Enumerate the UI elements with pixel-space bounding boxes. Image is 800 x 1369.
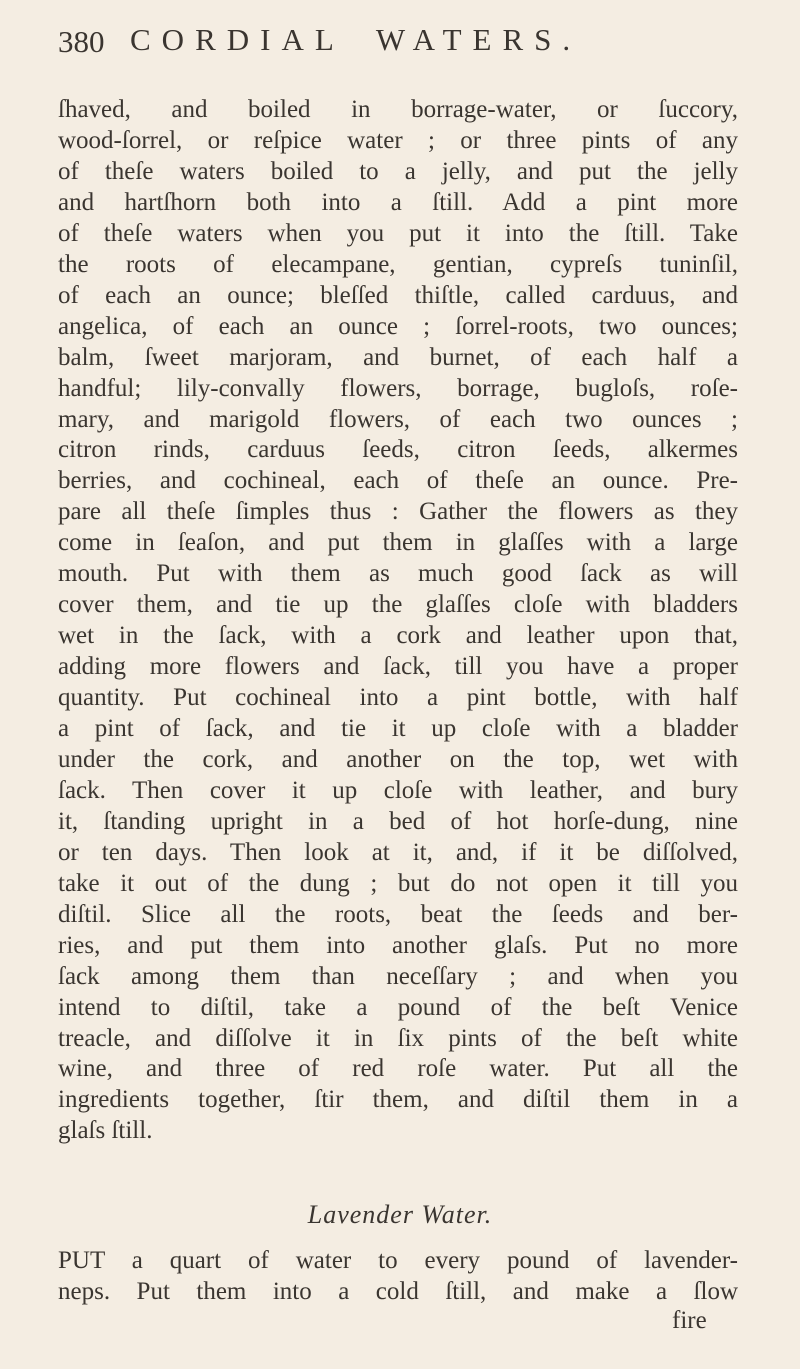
text-line: wet in the ſack, with a cork and leather upon that, <box>58 622 738 650</box>
text-line: berries, and cochineal, each of theſe an ounce. Pre- <box>58 467 738 495</box>
text-line: ſack. Then cover it up cloſe with leather, and bury <box>58 776 738 804</box>
running-head: CORDIAL WATERS. <box>130 22 582 57</box>
text-line: glaſs ſtill. <box>58 1117 153 1145</box>
text-line: of theſe waters boiled to a jelly, and put the jelly <box>58 157 738 185</box>
section-title: Lavender Water. <box>307 1200 493 1229</box>
section-text-line: neps. Put them into a cold ſtill, and make a ſlow <box>58 1278 738 1305</box>
text-line: citron rinds, carduus ſeeds, citron ſeeds, alkermes <box>58 436 738 464</box>
text-line: a pint of ſack, and tie it up cloſe with a bladder <box>58 715 738 742</box>
page-header <box>58 22 758 72</box>
text-line: mouth. Put with them as much good ſack as will <box>58 560 738 588</box>
text-line: diſtil. Slice all the roots, beat the ſeeds and ber- <box>58 900 738 928</box>
text-line: come in ſeaſon, and put them in glaſſes with a large <box>58 529 738 557</box>
catchword: fire <box>672 1306 707 1334</box>
text-line: and hartſhorn both into a ſtill. Add a pint more <box>58 188 738 216</box>
text-line: wood-ſorrel, or reſpice water ; or three pints of any <box>58 127 738 154</box>
text-line: of theſe waters when you put it into the ſtill. Take <box>58 219 738 247</box>
text-line: angelica, of each an ounce ; ſorrel-roots, two ounces; <box>58 312 738 340</box>
text-line: ſhaved, and boiled in borrage-water, or ſuccory, <box>58 96 738 123</box>
text-line: balm, ſweet marjoram, and burnet, of each half a <box>58 343 738 371</box>
text-line: quantity. Put cochineal into a pint bottle, with half <box>58 684 738 711</box>
text-line: ſack among them than neceſſary ; and when you <box>58 962 738 990</box>
text-line: mary, and marigold flowers, of each two ounces ; <box>58 405 738 433</box>
text-line: the roots of elecampane, gentian, cypreſs tuninſil, <box>58 250 738 278</box>
text-line: treacle, and diſſolve it in ſix pints of the beſt white <box>58 1024 738 1052</box>
text-line: ingredients together, ſtir them, and diſtil them in a <box>58 1086 738 1114</box>
text-line: under the cork, and another on the top, wet with <box>58 745 738 773</box>
text-line: intend to diſtil, take a pound of the beſt Venice <box>58 993 738 1021</box>
text-line: handful; lily-convally flowers, borrage, bugloſs, roſe- <box>58 374 738 402</box>
text-line: of each an ounce; bleſſed thiſtle, called carduus, and <box>58 281 738 309</box>
text-line: or ten days. Then look at it, and, if it be diſſolved, <box>58 838 738 866</box>
text-line: cover them, and tie up the glaſſes cloſe with bladders <box>58 591 738 619</box>
text-line: take it out of the dung ; but do not open it till you <box>58 869 738 897</box>
section-text-line: PUT a quart of water to every pound of lavender- <box>58 1247 738 1274</box>
text-line: ries, and put them into another glaſs. Put no more <box>58 931 738 959</box>
page-number: 380 <box>58 24 105 59</box>
text-line: it, ſtanding upright in a bed of hot horſe-dung, nine <box>58 807 738 835</box>
text-line: adding more flowers and ſack, till you have a proper <box>58 653 738 681</box>
text-line: pare all theſe ſimples thus : Gather the flowers as they <box>58 498 738 526</box>
text-line: wine, and three of red roſe water. Put all the <box>58 1055 738 1083</box>
